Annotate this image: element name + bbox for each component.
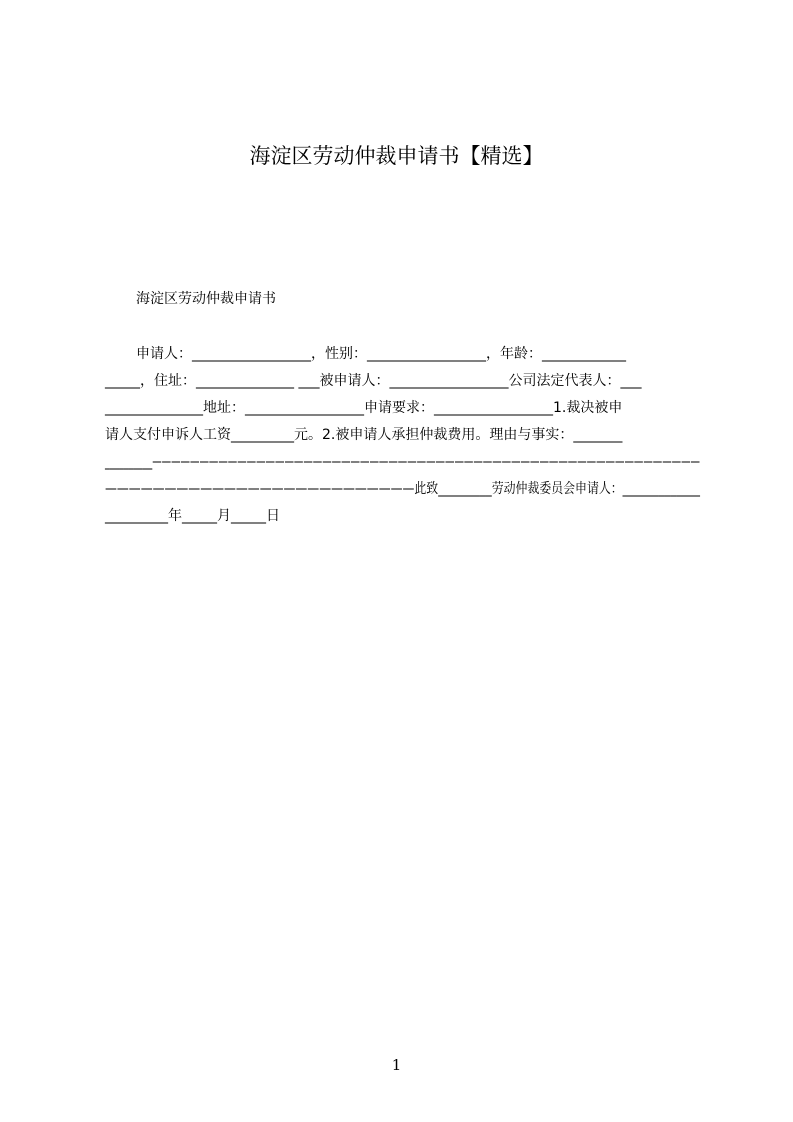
- form-line: 申请人：_________________，性别：_________________，年龄：____________: [136, 346, 626, 362]
- form-line: _________年_____月_____日: [105, 508, 280, 524]
- page-number: 1: [391, 1056, 402, 1074]
- form-line: ——————————————————————————此致_________劳动仲裁委员会申请人：_____________: [105, 481, 700, 497]
- form-line: __________——————————————————————————————————————————————————————————: [105, 454, 700, 470]
- form-line: _____，住址：______________ ___被申请人：_________________公司法定代表人：___: [105, 373, 642, 389]
- form-line: 请人支付申诉人工资_________元。2.被申请人承担仲裁费用。理由与事实：_______: [105, 427, 623, 443]
- document-subtitle: 海淀区劳动仲裁申请书: [136, 291, 276, 307]
- form-line: ______________地址：_________________申请要求：_________________1.裁决被申: [105, 400, 623, 416]
- document-title: 海淀区劳动仲裁申请书【精选】: [249, 144, 544, 168]
